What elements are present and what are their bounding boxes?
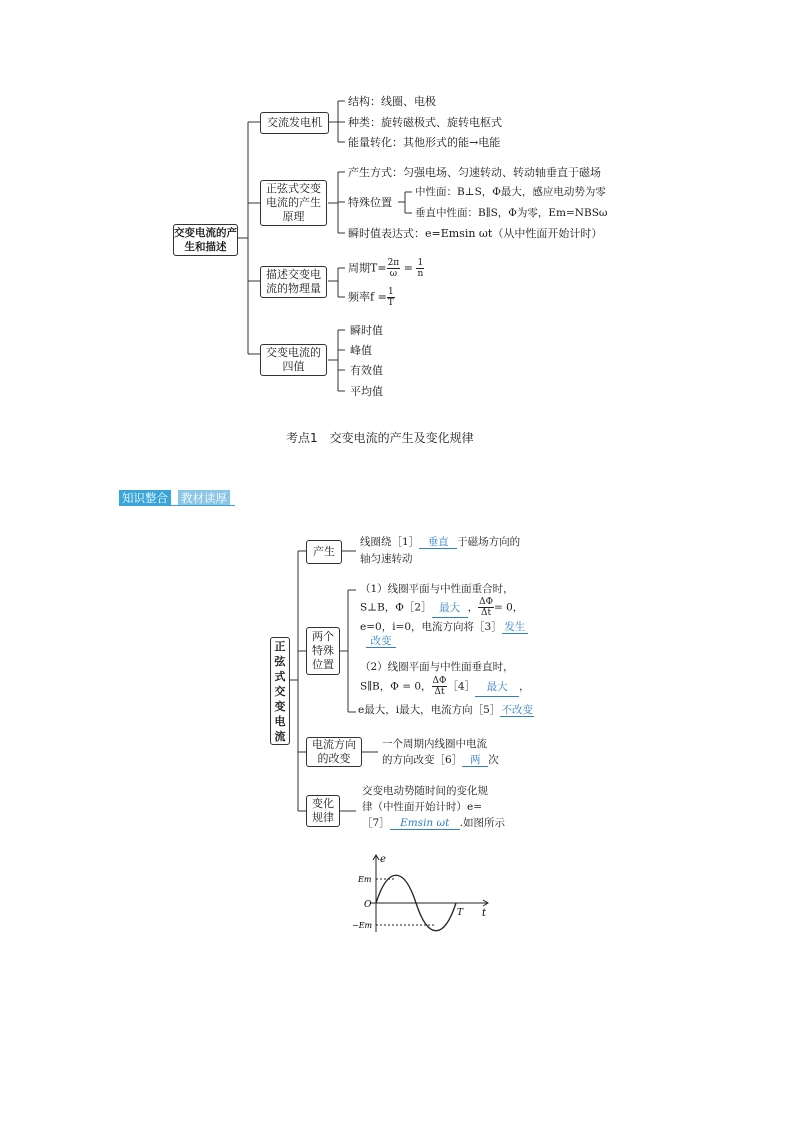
quantity-period: 周期T= $\frac{2\pi}{\omega}$ = $\frac{1}{n}$ [348,258,424,279]
generator-energy: 能量转化：其他形式的能→电能 [348,136,501,149]
principle-method: 产生方式：匀强电场、匀速转动、转动轴垂直于磁场 [348,166,601,179]
freq-frac-den: T [387,298,394,308]
dir-text-b: 次 [488,754,499,766]
value-effective: 有效值 [350,364,383,377]
branch-four-values [260,344,327,376]
branch-quantity-label: 描述交变电流的物理量 [266,268,321,295]
special-a2-eq: = 0， [493,601,524,614]
branch-four-values-label: 交变电流的四值 [266,346,321,373]
node-generation [306,540,342,564]
law-text-a: ［7］ [362,817,390,829]
gen-text-b: 于磁场方向的 [457,536,521,548]
period-frac-2 [416,258,424,279]
node-direction-label: 电流方向的改变 [312,738,356,765]
special-b3 [358,705,534,717]
node-variation-law [306,795,340,827]
period-frac-1-num: 2π [387,258,400,268]
sine-graph [350,852,500,936]
law-line-3 [362,818,505,830]
answer-4: 最大 [475,678,519,697]
freq-frac-num: 1 [387,287,394,297]
b2-frac-den: Δt [434,687,445,697]
value-peak: 峰值 [350,344,372,357]
answer-1: 垂直 [419,537,457,549]
answer-3a: 发生 [502,622,528,634]
tag-underline [119,505,235,506]
value-average: 平均值 [350,385,383,398]
a2-frac-den: Δt [480,608,492,618]
special-a3 [360,622,528,634]
quantity-frequency [348,287,395,308]
answer-3b: 改变 [366,636,396,648]
special-b2: S∥B，Φ = 0， $\frac{\Delta\Phi}{\Delta t}$ ［4］ 最大 ， [360,676,530,697]
node-law-label: 变化规律 [312,797,334,824]
law-line-1: 交变电动势随时间的变化规 [362,785,488,797]
special-b2-num: ［4］ [447,680,476,693]
bottom-root-label: 正弦式交变电流 [274,639,286,743]
answer-7: Emsin ωt [390,818,460,830]
root-topic-label: 交变电流的产生和描述 [174,227,237,253]
period-frac-2-num: 1 [417,258,424,268]
special-b3-text: e最大，i最大，电流方向［5］ [358,704,501,716]
node-generation-label: 产生 [313,545,335,558]
tag-textbook: 教材读厚 [178,490,230,506]
gen-line-2: 轴匀速转动 [360,553,413,565]
special-a2-text: S⊥B，Φ［2］ [360,601,432,614]
branch-principle [260,180,327,226]
period-label: T [457,908,464,918]
bottom-root-topic [270,637,290,745]
branch-generator-label: 交流发电机 [267,116,322,129]
dir-text-a: 的方向改变［6］ [382,754,463,766]
period-frac-1 [387,258,401,279]
generator-structure: 结构：线圈、电极 [348,95,436,108]
special-b2-frac [432,676,448,697]
generator-types: 种类：旋转磁极式、旋转电枢式 [348,116,502,129]
branch-principle-label: 正弦式交变电流的产生原理 [266,182,321,223]
principle-neutral: 中性面：B⊥S，Φ最大，感应电动势为零 [415,186,606,198]
special-a2-frac [478,597,494,618]
special-b2-text: S∥B，Φ = 0， [360,680,432,693]
peak-pos-label: Em [358,875,372,884]
law-line-2: 律（中性面开始计时）e= [362,801,483,813]
period-frac-1-den: ω [389,269,398,279]
branch-generator [260,112,329,134]
gen-text-a: 线圈绕［1］ [360,536,420,548]
answer-6: 两 [462,755,488,767]
answer-5: 不改变 [501,704,534,716]
node-direction-change [306,737,362,767]
node-special-positions [306,627,340,675]
tag-knowledge: 知识整合 [119,490,171,506]
value-instant: 瞬时值 [350,324,383,337]
y-axis-label: e [380,854,386,865]
peak-neg-label: −Em [352,921,373,930]
law-text-b: .如图所示 [459,817,506,829]
dir-line-2 [382,755,499,767]
special-b1: （2）线圈平面与中性面垂直时， [360,661,514,673]
b2-frac-num: ΔΦ [432,676,447,686]
origin-label: O [364,900,372,910]
node-special-label: 两个特殊位置 [312,630,334,671]
gen-line-1 [360,537,520,549]
principle-special: 特殊位置 [348,196,392,209]
dir-line-1: 一个周期内线圈中电流 [382,738,487,750]
x-axis-label: t [482,908,487,919]
branch-quantity [260,266,327,298]
principle-instant: 瞬时值表达式：e=Emsin ωt（从中性面开始计时） [348,227,603,240]
section-heading: 考点1 交变电流的产生及变化规律 [286,431,474,445]
special-a3-text: e=0，i=0，电流方向将［3］ [360,621,502,633]
principle-perp: 垂直中性面：B∥S，Φ为零，Em=NBSω [415,207,608,219]
a2-frac-num: ΔΦ [479,597,493,607]
answer-2: 最大 [432,599,468,618]
special-a1: （1）线圈平面与中性面重合时， [360,583,514,595]
freq-frac [387,287,395,308]
period-frac-2-den: n [417,269,424,279]
root-topic [173,224,238,256]
special-a3b [366,636,396,648]
freq-label: 频率f = [348,290,387,304]
special-a2: S⊥B，Φ［2］ 最大 ， $\frac{\Delta\Phi}{\Delta t}$ = 0， [360,597,524,618]
period-label: 周期T= [348,261,387,275]
